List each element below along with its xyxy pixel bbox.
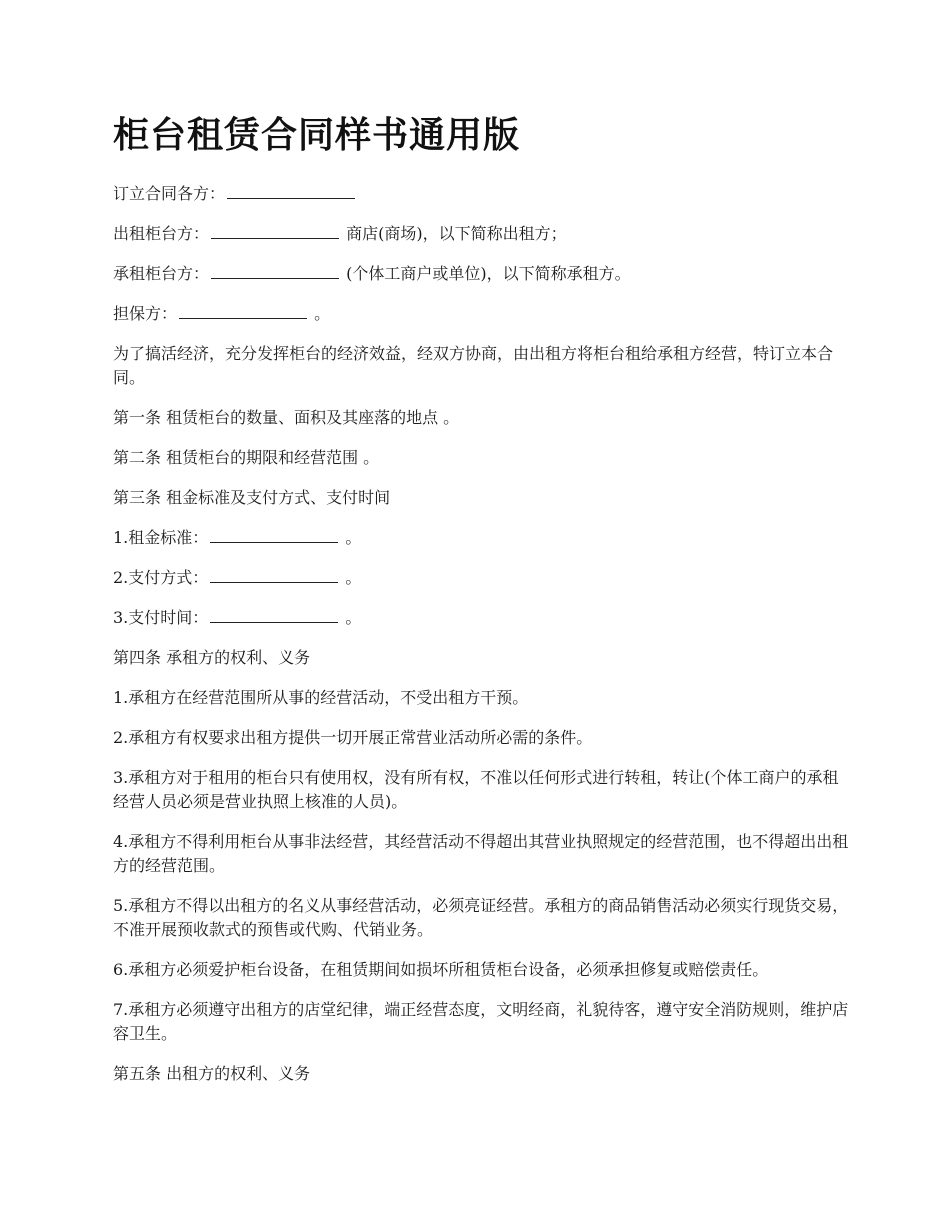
paragraph-text: 担保方： bbox=[113, 304, 178, 323]
paragraph-lessor bbox=[113, 222, 853, 246]
article-3-item-3 bbox=[113, 606, 853, 630]
fill-in-blank bbox=[211, 222, 339, 239]
article-4: 第四条 承租方的权利、义务 bbox=[113, 648, 311, 667]
article-5: 第五条 出租方的权利、义务 bbox=[113, 1064, 311, 1083]
paragraph-text: 2.支付方式： bbox=[113, 568, 209, 587]
fill-in-blank bbox=[227, 182, 355, 199]
paragraph-text: 1.租金标准： bbox=[113, 528, 209, 547]
paragraph-guarantor bbox=[113, 302, 853, 326]
article-4-item-1: 1.承租方在经营范围所从事的经营活动，不受出租方干预。 bbox=[113, 688, 529, 707]
paragraph-parties bbox=[113, 182, 853, 206]
article-4-item-4: 4.承租方不得利用柜台从事非法经营，其经营活动不得超出其营业执照规定的经营范围，也不得超出出租方的经营范围。 bbox=[113, 832, 849, 875]
fill-in-blank bbox=[179, 302, 307, 319]
paragraph-text-after: 。 bbox=[309, 304, 331, 323]
paragraph-text-after: 。 bbox=[340, 568, 362, 587]
fill-in-blank bbox=[210, 566, 338, 583]
fill-in-blank bbox=[211, 262, 339, 279]
article-4-item-2: 2.承租方有权要求出租方提供一切开展正常营业活动所必需的条件。 bbox=[113, 728, 593, 747]
paragraph-text: 3.支付时间： bbox=[113, 608, 209, 627]
paragraph-preamble: 为了搞活经济，充分发挥柜台的经济效益，经双方协商，由出租方将柜台租给承租方经营，特订立本合同。 bbox=[113, 344, 834, 387]
paragraph-lessee bbox=[113, 262, 853, 286]
article-3-item-1 bbox=[113, 526, 853, 550]
document-title: 柜台租赁合同样书通用版 bbox=[113, 115, 521, 156]
article-1: 第一条 租赁柜台的数量、面积及其座落的地点 。 bbox=[113, 408, 460, 427]
fill-in-blank bbox=[210, 606, 338, 623]
document-page bbox=[113, 112, 853, 1102]
paragraph-text-after: (个体工商户或单位)，以下简称承租方。 bbox=[341, 264, 631, 283]
paragraph-text: 出租柜台方： bbox=[113, 224, 210, 243]
paragraph-text-after: 商店(商场)，以下简称出租方； bbox=[341, 224, 567, 243]
paragraph-text-after: 。 bbox=[340, 528, 362, 547]
article-3: 第三条 租金标准及支付方式、支付时间 bbox=[113, 488, 391, 507]
article-3-item-2 bbox=[113, 566, 853, 590]
article-4-item-3: 3.承租方对于租用的柜台只有使用权，没有所有权，不准以任何形式进行转租，转让(个体工商户的承租经营人员必须是营业执照上核准的人员)。 bbox=[113, 768, 839, 811]
article-4-item-5: 5.承租方不得以出租方的名义从事经营活动，必须亮证经营。承租方的商品销售活动必须实行现货交易，不准开展预收款式的预售或代购、代销业务。 bbox=[113, 896, 849, 939]
article-4-item-6: 6.承租方必须爱护柜台设备，在租赁期间如损坏所租赁柜台设备，必须承担修复或赔偿责任。 bbox=[113, 960, 769, 979]
paragraph-text: 承租柜台方： bbox=[113, 264, 210, 283]
fill-in-blank bbox=[210, 526, 338, 543]
article-2: 第二条 租赁柜台的期限和经营范围 。 bbox=[113, 448, 380, 467]
article-4-item-7: 7.承租方必须遵守出租方的店堂纪律，端正经营态度，文明经商，礼貌待客，遵守安全消防规则，维护店容卫生。 bbox=[113, 1000, 849, 1043]
paragraph-text-after: 。 bbox=[340, 608, 362, 627]
paragraph-text: 订立合同各方： bbox=[113, 184, 226, 203]
